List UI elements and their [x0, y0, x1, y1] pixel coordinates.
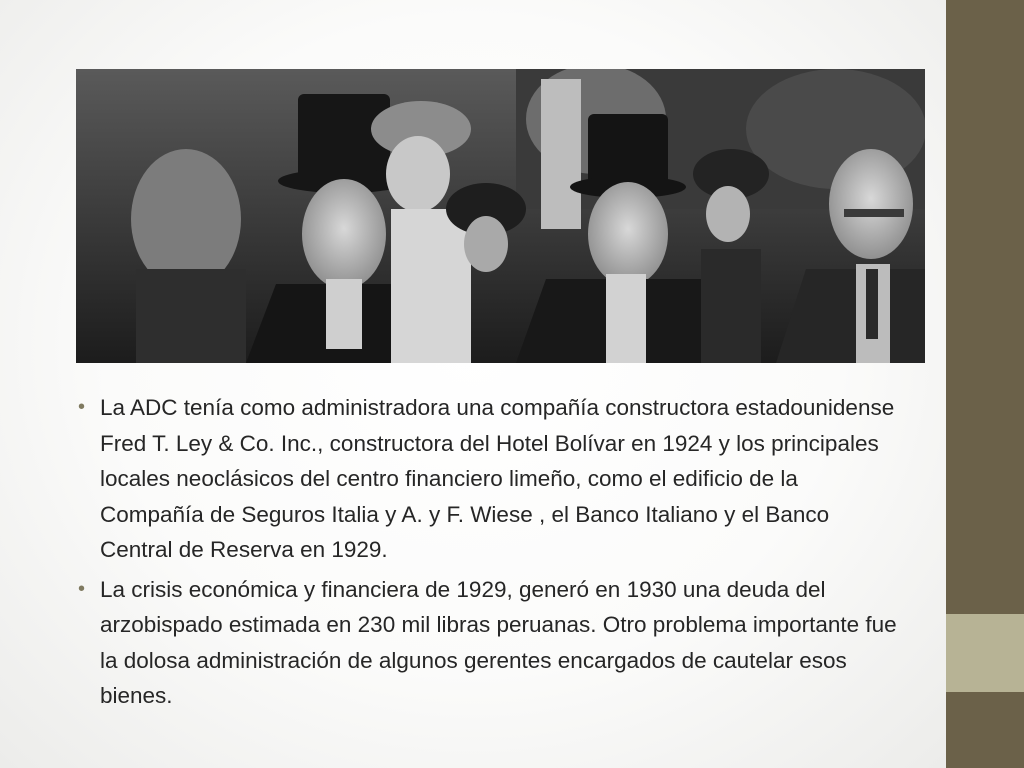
- photo-image: [76, 69, 925, 363]
- side-accent-block: [946, 614, 1024, 692]
- bullet-item: [78, 572, 898, 714]
- side-decoration-bar: [946, 0, 1024, 768]
- archival-photo: [76, 69, 925, 363]
- bullet-marker: •: [78, 396, 86, 418]
- bullet-text: La ADC tenía como administradora una compañía constructora estadounidense Fred T. Ley & Co. Inc., constructora del Hotel Bolívar en 1924 y los principales locales neoclásicos del centro financiero limeño, como el edificio de la Compañía de Seguros Italia y A. y F. Wiese , el Banco Italiano y el Banco Central de Reserva en 1929.: [100, 395, 895, 562]
- bullet-marker: •: [78, 577, 86, 600]
- bullet-text: La crisis económica y financiera de 1929, generó en 1930 una deuda del arzobispado estimada en 230 mil libras peruanas. Otro problema importante fue la dolosa administración de algunos gerentes encargados de cautelar esos bienes.: [100, 576, 897, 708]
- bullet-list: [78, 390, 898, 718]
- bullet-item: [78, 390, 898, 568]
